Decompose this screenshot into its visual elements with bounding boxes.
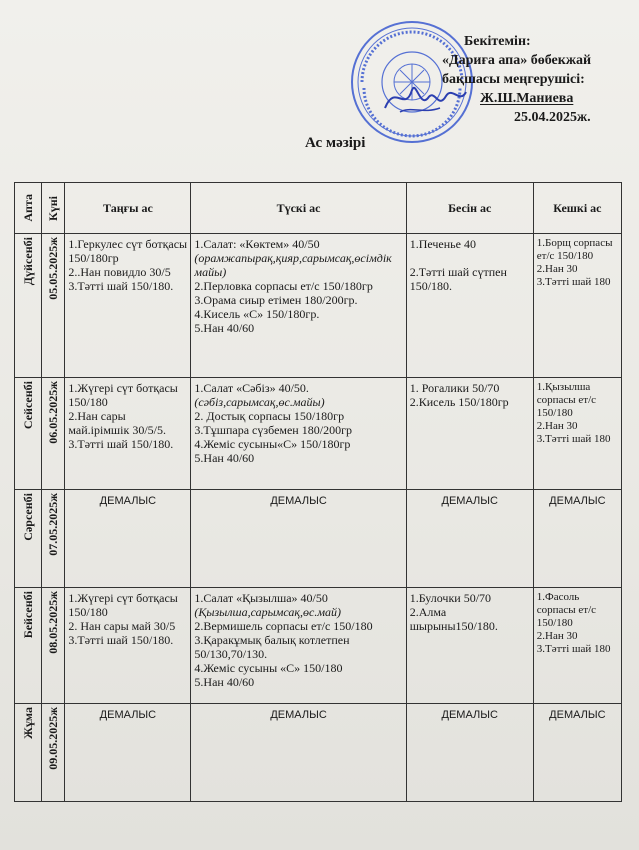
- header-week: Апта: [15, 183, 42, 234]
- day-off-label: ДЕМАЛЫС: [99, 495, 157, 507]
- menu-item: 3.Тұшпара сүзбемен 180/200гр: [194, 423, 352, 437]
- menu-item: 3.Тәтті шай 150/180.: [68, 437, 174, 451]
- date-cell: 05.05.2025ж: [42, 234, 65, 378]
- date-cell: 08.05.2025ж: [42, 588, 65, 704]
- kindergarten-name: «Дариға апа» бөбекжай: [442, 53, 592, 68]
- menu-table: [14, 182, 622, 802]
- snack-cell: [406, 588, 533, 704]
- header-lunch: Түскі ас: [191, 183, 406, 234]
- header-breakfast: Таңғы ас: [65, 183, 191, 234]
- menu-item: 4.Кисель «С» 150/180гр.: [194, 307, 320, 321]
- menu-item: 1.Жүгері сүт ботқасы 150/180: [68, 381, 178, 409]
- menu-item: 5.Нан 40/60: [194, 675, 255, 689]
- menu-item: 3.Тәтті шай 150/180.: [68, 279, 174, 293]
- header-snack: Бесін ас: [406, 183, 533, 234]
- breakfast-cell: [65, 378, 191, 490]
- dinner-cell: [533, 588, 621, 704]
- dinner-cell: [533, 378, 621, 490]
- day-off-label: ДЕМАЛЫС: [270, 709, 327, 721]
- menu-item: 4.Жеміс сусыны«С» 150/180гр: [194, 437, 351, 451]
- date-cell: 07.05.2025ж: [42, 490, 65, 588]
- menu-item: [410, 251, 530, 265]
- lunch-cell: [191, 704, 406, 802]
- menu-row: [15, 490, 622, 588]
- date-cell: 06.05.2025ж: [42, 378, 65, 490]
- menu-item: 2.Нан 30: [536, 263, 578, 275]
- menu-item: 3.Орама сиыр етімен 180/200гр.: [194, 293, 358, 307]
- lunch-cell: [191, 234, 406, 378]
- menu-item: 1.Фасоль сорпасы ет/с 150/180: [536, 591, 597, 629]
- menu-item: 1.Борщ сорпасы ет/с 150/180: [536, 237, 613, 262]
- lunch-cell: [191, 490, 406, 588]
- header-day: Күні: [42, 183, 65, 234]
- dinner-cell: [533, 234, 621, 378]
- menu-item: 2.Нан 30: [536, 630, 578, 642]
- approval-heading: Бекітемін:: [464, 34, 531, 49]
- menu-item: 3.Тәтті шай 150/180.: [68, 633, 174, 647]
- day-off-label: ДЕМАЛЫС: [549, 495, 606, 507]
- menu-item: 2. Нан сары май 30/5: [68, 619, 176, 633]
- day-off-label: ДЕМАЛЫС: [99, 709, 157, 721]
- day-off-label: ДЕМАЛЫС: [441, 709, 498, 721]
- header-row: [15, 183, 622, 234]
- menu-row: [15, 234, 622, 378]
- menu-item: 1.Салат: «Көктем» 40/50: [194, 237, 320, 251]
- menu-item: (орамжапырақ,қияр,сарымсақ,өсімдік майы): [194, 251, 392, 279]
- date-cell: 09.05.2025ж: [42, 704, 65, 802]
- approval-date: 25.04.2025ж.: [514, 110, 591, 125]
- menu-item: 1.Геркулес сүт ботқасы 150/180гр: [68, 237, 188, 265]
- breakfast-cell: [65, 588, 191, 704]
- day-off-label: ДЕМАЛЫС: [270, 495, 327, 507]
- menu-item: 2.Вермишель сорпасы ет/с 150/180: [194, 619, 373, 633]
- weekday-cell: Жұма: [15, 704, 42, 802]
- menu-row: [15, 704, 622, 802]
- breakfast-cell: [65, 490, 191, 588]
- breakfast-cell: [65, 704, 191, 802]
- dinner-cell: [533, 704, 621, 802]
- header-dinner: Кешкі ас: [533, 183, 621, 234]
- menu-item: 2.Тәтті шай сүтпен 150/180.: [409, 265, 507, 293]
- menu-item: 2..Нан повидло 30/5: [68, 265, 171, 279]
- menu-item: 1.Жүгері сүт ботқасы 150/180: [68, 591, 178, 619]
- menu-item: (Қызылша,сарымсақ,өс.май): [194, 605, 342, 619]
- breakfast-cell: [65, 234, 191, 378]
- approval-position: бақшасы меңгерушісі:: [442, 72, 585, 87]
- menu-item: 1.Булочки 50/70: [409, 591, 492, 605]
- menu-item: 1.Қызылша сорпасы ет/с 150/180: [536, 381, 597, 419]
- menu-item: 4.Жеміс сусыны «С» 150/180: [194, 661, 343, 675]
- weekday-cell: Дүйсенбі: [15, 234, 42, 378]
- menu-item: 2.Нан сары май.ірімшік 30/5/5.: [68, 409, 166, 437]
- menu-item: 3.Тәтті шай 180: [536, 433, 611, 445]
- menu-item: 3.Қаракұмық балық котлетпен 50/130,70/130.: [194, 633, 350, 661]
- menu-item: 3.Тәтті шай 180: [536, 276, 611, 288]
- menu-item: 5.Нан 40/60: [194, 451, 255, 465]
- day-off-label: ДЕМАЛЫС: [549, 709, 606, 721]
- lunch-cell: [191, 378, 406, 490]
- menu-item: 1.Салат «Қызылша» 40/50: [194, 591, 328, 605]
- menu-item: 2.Алма шырыны150/180.: [409, 605, 498, 633]
- weekday-cell: Сейсенбі: [15, 378, 42, 490]
- menu-item: 1. Рогалики 50/70: [409, 381, 500, 395]
- menu-row: [15, 588, 622, 704]
- dinner-cell: [533, 490, 621, 588]
- day-off-label: ДЕМАЛЫС: [441, 495, 498, 507]
- page-title: Ас мәзірі: [305, 135, 366, 151]
- menu-item: 1.Салат «Сәбіз» 40/50.: [194, 381, 309, 395]
- snack-cell: [406, 234, 533, 378]
- menu-item: 2. Достық сорпасы 150/180гр: [194, 409, 345, 423]
- menu-item: 2.Кисель 150/180гр: [409, 395, 509, 409]
- menu-item: 1.Печенье 40: [409, 237, 476, 251]
- snack-cell: [406, 378, 533, 490]
- menu-item: 2.Перловка сорпасы ет/с 150/180гр: [194, 279, 373, 293]
- approver-name: Ж.Ш.Маниева: [480, 91, 574, 106]
- menu-row: [15, 378, 622, 490]
- lunch-cell: [191, 588, 406, 704]
- weekday-cell: Бейсенбі: [15, 588, 42, 704]
- menu-item: 3.Тәтті шай 180: [536, 643, 611, 655]
- menu-item: 5.Нан 40/60: [194, 321, 255, 335]
- snack-cell: [406, 704, 533, 802]
- approval-block: [438, 32, 633, 127]
- menu-item: 2.Нан 30: [536, 420, 578, 432]
- snack-cell: [406, 490, 533, 588]
- menu-item: (сәбіз,сарымсақ,өс.майы): [194, 395, 325, 409]
- weekday-cell: Сәрсенбі: [15, 490, 42, 588]
